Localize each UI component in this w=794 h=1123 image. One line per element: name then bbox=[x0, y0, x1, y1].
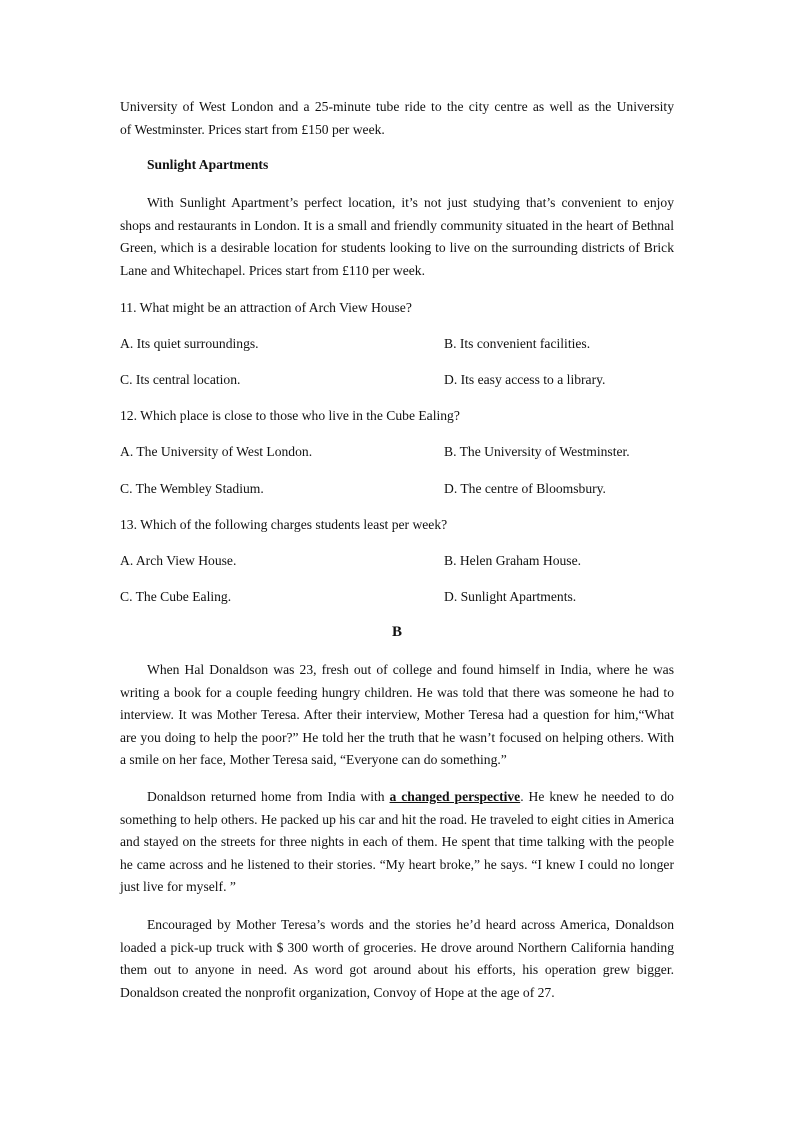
intro-paragraph bbox=[120, 96, 674, 141]
option-c: C. Its central location. bbox=[120, 372, 241, 387]
option-c: C. The Wembley Stadium. bbox=[120, 481, 264, 496]
option-a: A. Arch View House. bbox=[120, 553, 237, 568]
intro-line-2: of Westminster. Prices start from £150 per week. bbox=[120, 121, 385, 137]
option-b: B. Its convenient facilities. bbox=[444, 336, 591, 351]
question-12: 12. Which place is close to those who live in the Cube Ealing? bbox=[120, 408, 460, 423]
intro-line-1: University of West London and a 25-minute tube ride to the city centre as well as the University bbox=[120, 99, 674, 114]
question-12-options-row-2 bbox=[120, 478, 674, 500]
option-d: D. The centre of Bloomsbury. bbox=[444, 481, 606, 496]
section-b-label: B bbox=[391, 624, 402, 640]
option-c: C. The Cube Ealing. bbox=[120, 589, 232, 604]
question-11-options-row-2 bbox=[120, 369, 674, 391]
option-b: B. Helen Graham House. bbox=[444, 553, 582, 568]
para2-text-start: Donaldson returned home from India with bbox=[147, 789, 390, 804]
section-b-paragraph-1: When Hal Donaldson was 23, fresh out of college and found himself in India, where he was writing a book for a couple feeding hungry children. He was told that there was someone he had to interview. It was Mother Teresa. After their interview, Mother Teresa had a question for him,“What are you doing to help the poor?” He told her the truth that he wasn’t focused on helping others. With a smile on her face, Mother Teresa said, “Everyone can do something.” bbox=[120, 662, 674, 768]
question-11-options-row-1 bbox=[120, 333, 674, 355]
changed-perspective-emphasis: a changed perspective bbox=[389, 789, 521, 804]
question-11: 11. What might be an attraction of Arch View House? bbox=[120, 300, 412, 315]
section-b-paragraph-3: Encouraged by Mother Teresa’s words and the stories he’d heard across America, Donaldson loaded a pick-up truck with $ 300 worth of groceries. He drove around Northern California handing them out to anyone in need. As word got around about his efforts, his operation grew bigger. Donaldson created the nonprofit organization, Convoy of Hope at the age of 27. bbox=[120, 917, 674, 1000]
question-13: 13. Which of the following charges students least per week? bbox=[120, 517, 448, 532]
section-b-paragraph-2 bbox=[120, 786, 674, 899]
option-b: B. The University of Westminster. bbox=[444, 444, 630, 459]
option-d: D. Sunlight Apartments. bbox=[444, 589, 577, 604]
question-13-options-row-2 bbox=[120, 586, 674, 608]
sunlight-paragraph: With Sunlight Apartment’s perfect location, it’s not just studying that’s convenient to enjoy shops and restaurants in London. It is a small and friendly community situated in the heart of Bethnal Green, which is a desirable location for students looking to live on the surrounding districts of Brick Lane and Whitechapel. Prices start from £110 per week. bbox=[120, 195, 674, 278]
para2-text-end: . He knew he needed to do something to help others. He packed up his car and hit the road. He traveled to eight cities in America and stayed on the streets for three nights in each of them. He spent that time talking with the people he came across and he listened to their stories. “My heart broke,” he says. “I knew I could no longer just live for myself. ” bbox=[120, 789, 674, 895]
option-a: A. Its quiet surroundings. bbox=[120, 336, 259, 351]
option-a: A. The University of West London. bbox=[120, 444, 313, 459]
option-d: D. Its easy access to a library. bbox=[444, 372, 606, 387]
question-12-options-row-1 bbox=[120, 441, 674, 463]
question-13-options-row-1 bbox=[120, 550, 674, 572]
sunlight-heading: Sunlight Apartments bbox=[147, 157, 269, 172]
